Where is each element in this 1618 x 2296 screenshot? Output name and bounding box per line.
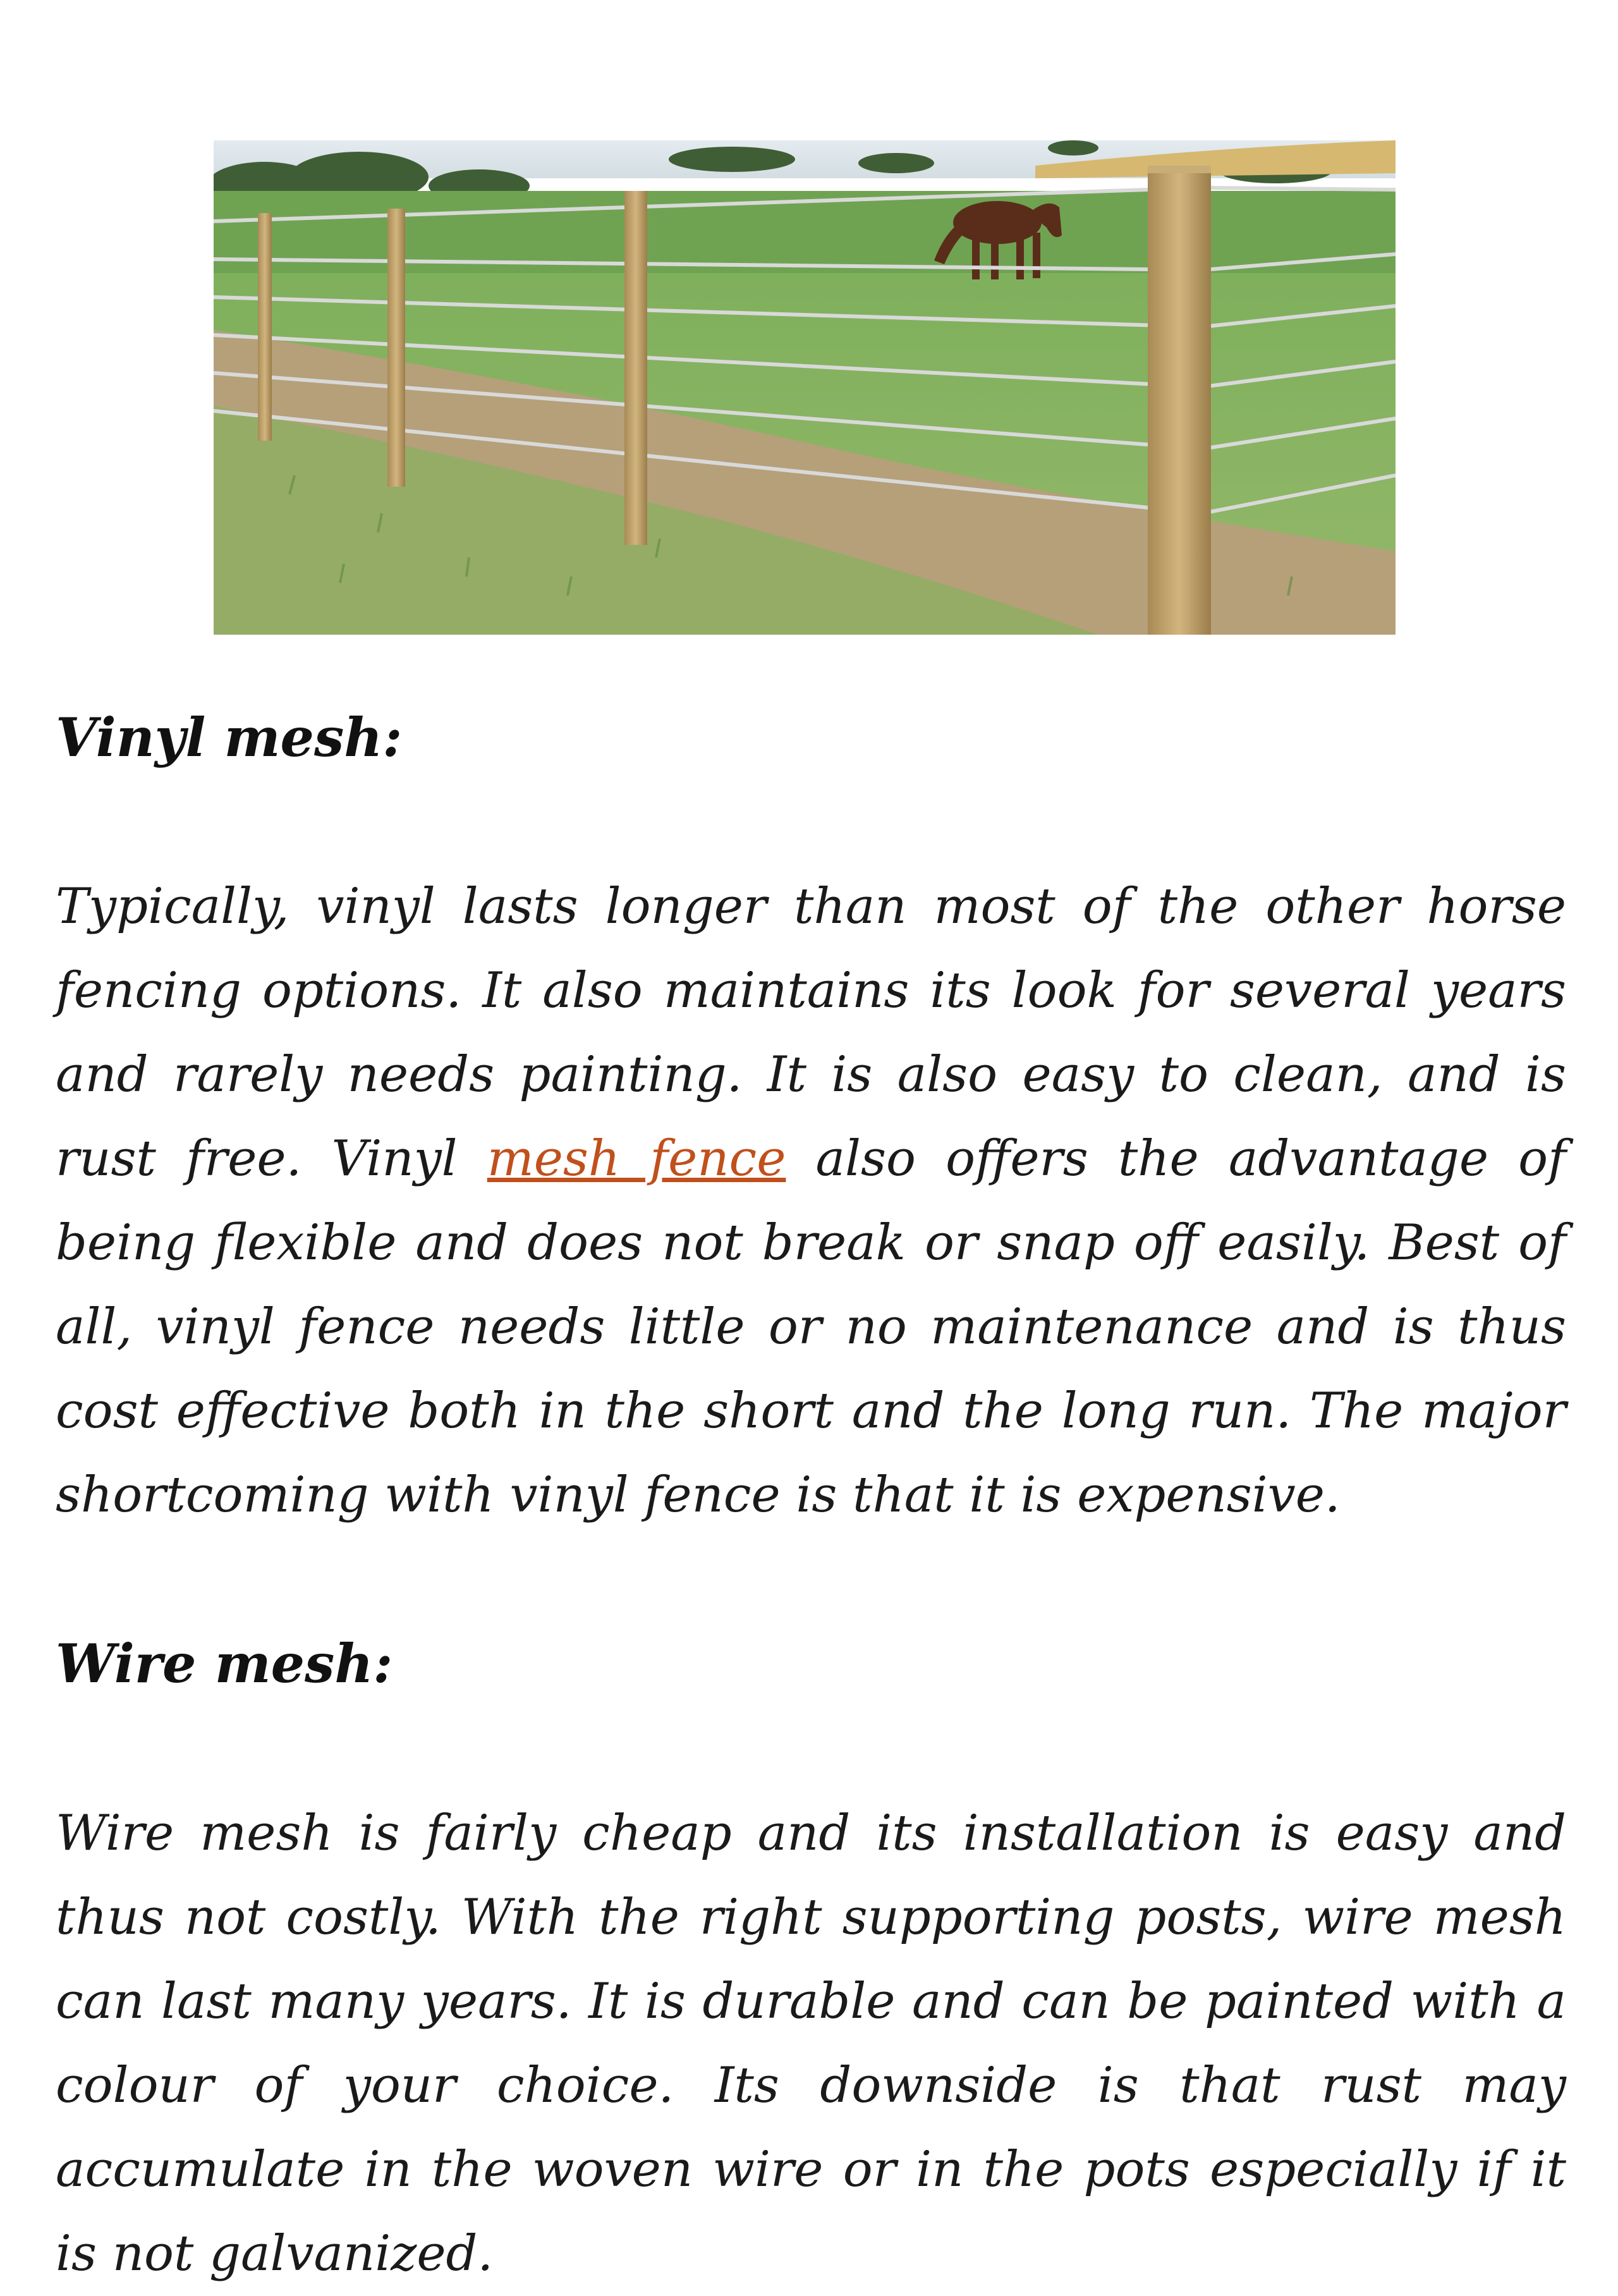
vinyl-mesh-heading: Vinyl mesh: bbox=[56, 706, 403, 769]
vinyl-text-before-link: Typically, vinyl lasts longer than most of the other horse fencing options. It also maintains its look for several years and rarely needs painting. It is also easy to clean, and is rust free. Vinyl bbox=[56, 878, 1566, 1187]
wire-mesh-heading: Wire mesh: bbox=[56, 1632, 393, 1695]
horse-fence-photo bbox=[214, 140, 1396, 635]
vinyl-text-after-link: also offers the advantage of being flexible and does not break or snap off easily. Best of all, vinyl fence needs little or no maintenance and is thus cost effective both in the short and the long run. The major shortcoming with vinyl fence is that it is expensive. bbox=[56, 1130, 1566, 1524]
mesh-fence-link[interactable]: mesh fence bbox=[487, 1130, 786, 1187]
wire-mesh-paragraph: Wire mesh is fairly cheap and its installation is easy and thus not costly. With the right supporting posts, wire mesh can last many years. It is durable and can be painted with a colour of your choice. Its downside is that rust may accumulate in the woven wire or in the pots especially if it is not galvanized. bbox=[56, 1805, 1566, 2282]
vinyl-mesh-paragraph bbox=[56, 865, 1566, 1537]
